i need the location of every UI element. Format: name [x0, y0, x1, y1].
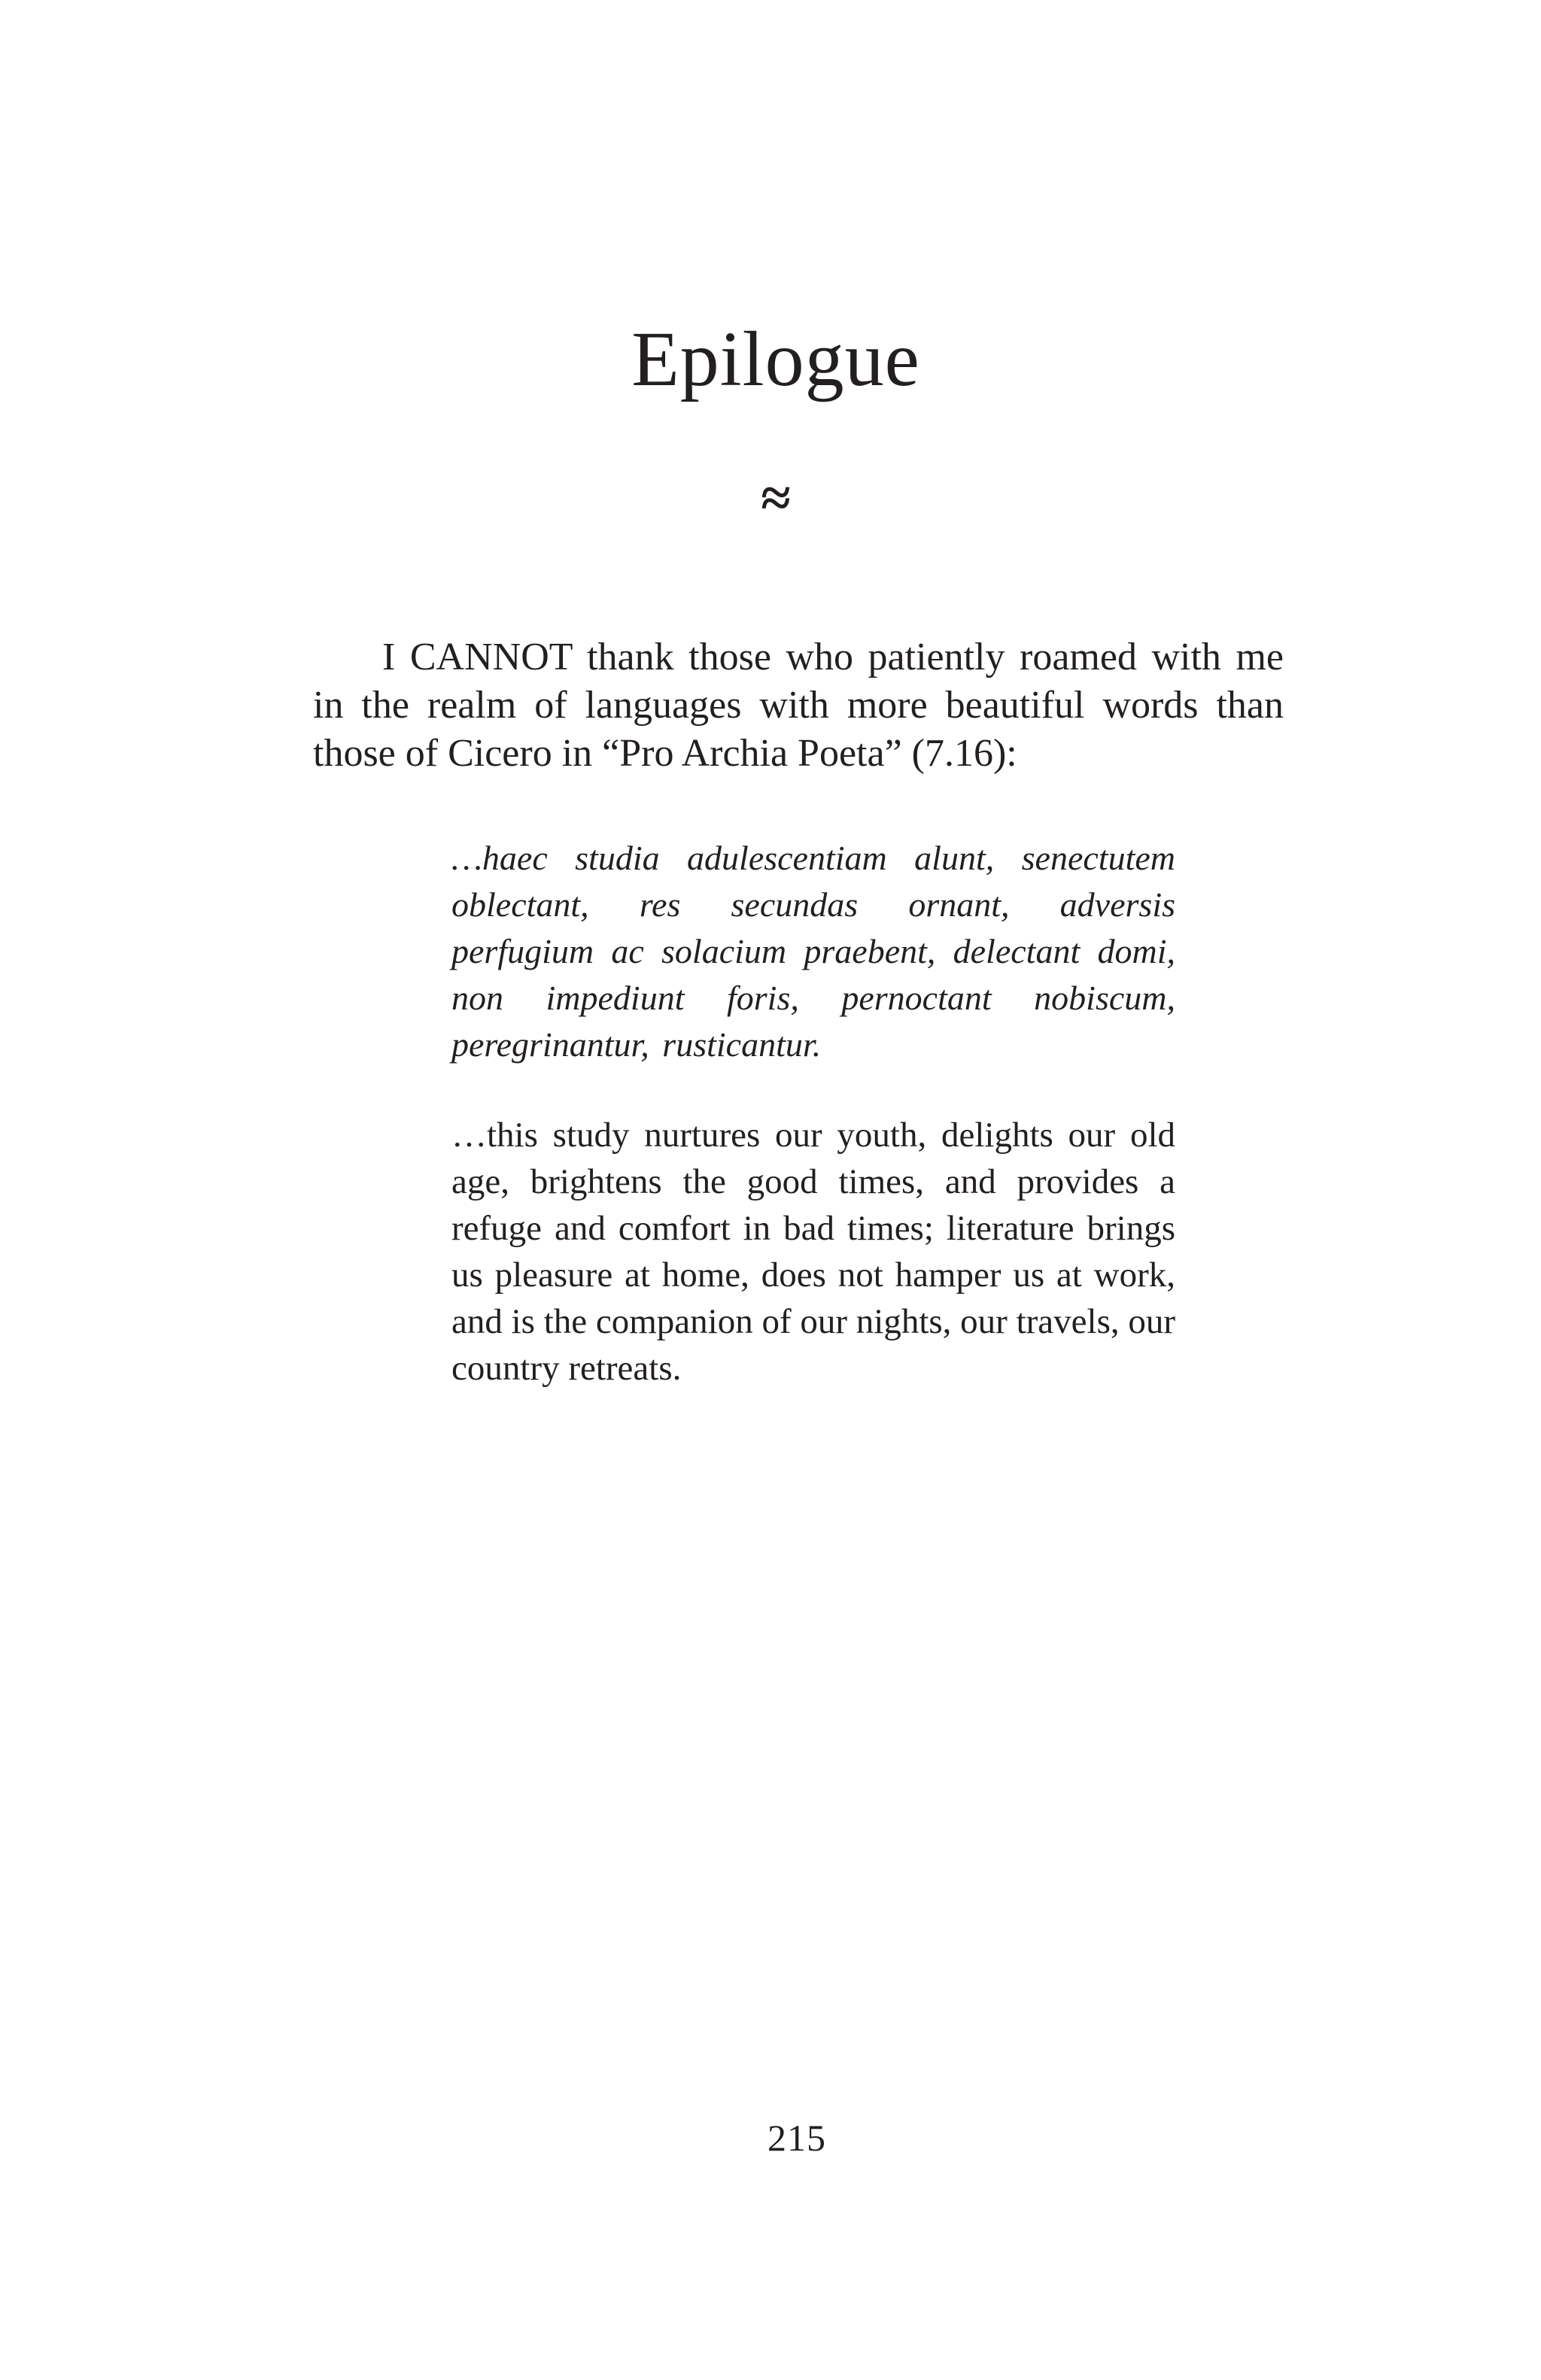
ornament-divider: ≈: [761, 468, 791, 528]
intro-paragraph: I CANNOT thank those who patiently roamed with me in the realm of languages with more beautiful words than those of Cicero in “Pro Archia Poeta” (7.16):: [313, 636, 1284, 775]
latin-quote: …haec studia adulescentiam alunt, senectutem oblectant, res secundas ornant, adversis perfugium ac solacium praebent, delectant domi, non impediunt foris, pernoctant nobiscum, peregrinantur, rusticantur.: [451, 839, 1175, 1064]
page-number: 215: [767, 2117, 826, 2159]
english-translation: …this study nurtures our youth, delights our old age, brightens the good times, and provides a refuge and comfort in bad times; literature brings us pleasure at home, does not hamper us at work, and is the companion of our nights, our travels, our country retreats.: [451, 1116, 1176, 1388]
chapter-title: Epilogue: [631, 316, 920, 402]
